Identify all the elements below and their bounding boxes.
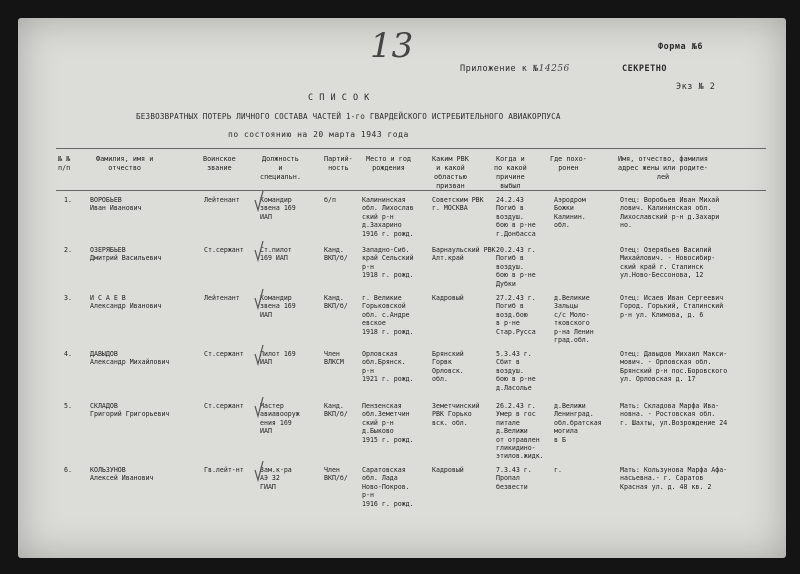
row-4-position: Пилот 169 ИАП	[260, 350, 296, 367]
row-5-number: 5.	[64, 402, 72, 410]
row-4-rank: Ст.сержант	[204, 350, 244, 358]
row-3-party: Канд. ВКП/б/	[324, 294, 348, 311]
col-rank: Воинское звание	[203, 155, 236, 172]
row-5-name: СКЛАДОВ Григорий Григорьевич	[90, 402, 170, 419]
row-5-relative: Мать: Складова Марфа Ива- новна. - Ростовская обл. г. Шахты, ул.Возрождение 24	[620, 402, 728, 427]
row-6-relative: Мать: Кользунова Марфа Афа- насьевна.- г. Саратов Красная ул. д. 48 кв. 2	[620, 466, 728, 491]
row-4-when: 5.3.43 г. Сбит в воздуш. бою в р-не д.Ласолье	[496, 350, 536, 392]
row-1-when: 24.2.43 Погиб в воздуш. бою в р-не г.Донбасса	[496, 196, 536, 238]
form-number: Форма №6	[658, 42, 703, 52]
check-mark-icon	[254, 396, 264, 418]
row-1-relative: Отец: Воробьев Иван Михай лович. Калининская обл. Лихославский р-н д.Захари но.	[620, 196, 720, 230]
row-3-rvk: Кадровый	[432, 294, 464, 302]
row-2-relative: Отец: Озерябьев Василий Михайлович. - Новосибир- ский край г. Сталинск ул.Ново-Бессонова, 12	[620, 246, 716, 280]
row-5-when: 26.2.43 г. Умер в гос питале д.Велижи от отравлен гликидино- этилов.жидк.	[496, 402, 544, 461]
col-number: № № п/п	[58, 155, 71, 172]
row-4-name: ДАВЫДОВ Александр Михайлович	[90, 350, 170, 367]
check-mark-icon	[254, 344, 264, 366]
col-party: Партий- ность	[324, 155, 353, 172]
row-2-number: 2.	[64, 246, 72, 254]
row-3-burial: д.Великие Зальцы с/с Моло- тковского р-на Ленин град.обл.	[554, 294, 594, 345]
row-3-number: 3.	[64, 294, 72, 302]
row-6-rank: Гв.лейт-нт	[204, 466, 244, 474]
row-6-rvk: Кадровый	[432, 466, 464, 474]
row-2-name: ОЗЕРЯБЬЕВ Дмитрий Васильевич	[90, 246, 162, 263]
row-6-party: Член ВКП/б/	[324, 466, 348, 483]
check-mark-icon	[254, 288, 264, 310]
row-1-birth: Калининская обл. Лихослав ский р-н д.Захарино 1916 г. рожд.	[362, 196, 414, 238]
col-rvk: Каким РВК и какой областью призван	[432, 155, 469, 190]
row-6-burial: г.	[554, 466, 562, 474]
handwritten-page-number: 13	[370, 26, 414, 66]
row-3-position: Командир звена 169 ИАП	[260, 294, 296, 319]
row-5-position: Мастер авиавооруж ения 169 ИАП	[260, 402, 300, 436]
row-4-relative: Отец: Давыдов Михаил Макси- мович. - Орловская обл. Брянский р-н пос.Боровского ул. Орловская д. 17	[620, 350, 728, 384]
check-mark-icon	[254, 460, 264, 482]
row-4-rvk: Брянский Горвк Орловск. обл.	[432, 350, 464, 384]
row-2-when: 20.2.43 г. Погиб в воздуш. бою в р-не Дубки	[496, 246, 536, 288]
col-position: Должность и специальн.	[260, 155, 301, 181]
row-2-party: Канд. ВКП/б/	[324, 246, 348, 263]
header-top-rule	[56, 148, 766, 149]
row-2-rvk: Барнаульский РВК Алт.край	[432, 246, 496, 263]
row-2-birth: Западно-Сиб. край Сельский р-н 1918 г. рожд.	[362, 246, 414, 280]
doc-date: по состоянию на 20 марта 1943 года	[228, 130, 409, 139]
row-3-name: И С А Е В Александр Иванович	[90, 294, 162, 311]
row-4-number: 4.	[64, 350, 72, 358]
row-3-birth: г. Великие Горьковской обл. с.Андре евское 1918 г. рожд.	[362, 294, 414, 336]
copy-number: Экз № 2	[676, 82, 716, 92]
row-1-burial: Аэродром Божки Калинин. обл.	[554, 196, 586, 230]
row-3-when: 27.2.43 г. Погиб в возд.бою в р-не Стар.Русса	[496, 294, 536, 336]
secret-stamp: СЕКРЕТНО	[622, 64, 667, 74]
attachment-label: Приложение к №14256	[460, 64, 570, 74]
doc-subtitle: БЕЗВОЗВРАТНЫХ ПОТЕРЬ ЛИЧНОГО СОСТАВА ЧАСТЕЙ 1-го ГВАРДЕЙСКОГО ИСТРЕБИТЕЛЬНОГО АВИАКОРПУСА	[136, 112, 561, 121]
check-mark-icon	[254, 240, 264, 262]
row-5-party: Канд. ВКП/б/	[324, 402, 348, 419]
col-birth: Место и год рождения	[366, 155, 412, 172]
col-relative: Имя, отчество, фамилия адрес жены или родите- лей	[618, 155, 709, 181]
header-bottom-rule	[56, 190, 766, 191]
row-6-when: 7.3.43 г. Пропал безвести	[496, 466, 532, 491]
row-1-number: 1.	[64, 196, 72, 204]
row-5-burial: д.Велижи Ленинград. обл.братская могила в Б	[554, 402, 602, 444]
row-4-party: Член ВЛКСМ	[324, 350, 344, 367]
row-6-name: КОЛЬЗУНОВ Алексей Иванович	[90, 466, 154, 483]
doc-title: С П И С О К	[308, 93, 370, 103]
row-2-rank: Ст.сержант	[204, 246, 244, 254]
row-3-rank: Лейтенант	[204, 294, 240, 302]
col-when: Когда и по какой причине выбыл	[494, 155, 527, 190]
row-3-relative: Отец: Исаев Иван Сергеевич Город. Горький, Сталинский р-н ул. Климова, д. 6	[620, 294, 724, 319]
row-1-name: ВОРОБЬЕВ Иван Иванович	[90, 196, 142, 213]
row-5-rank: Ст.сержант	[204, 402, 244, 410]
row-1-party: б/п	[324, 196, 336, 204]
row-1-rank: Лейтенант	[204, 196, 240, 204]
row-5-rvk: Земетчинский РВК Горько вск. обл.	[432, 402, 480, 427]
row-4-birth: Орловская обл.Брянск. р-н 1921 г. рожд.	[362, 350, 414, 384]
row-6-position: Зам.к-ра АЭ 32 ГИАП	[260, 466, 292, 491]
col-burial: Где похо- ронен	[550, 155, 587, 172]
col-name: Фамилия, имя и отчество	[96, 155, 154, 172]
row-1-rvk: Советским РВК г. МОСКВА	[432, 196, 484, 213]
row-6-number: 6.	[64, 466, 72, 474]
row-5-birth: Пензенская обл.Земетчин ский р-н д.Быково 1915 г. рожд.	[362, 402, 414, 444]
row-1-position: Командир звена 169 ИАП	[260, 196, 296, 221]
check-mark-icon	[254, 190, 264, 212]
document-sheet	[18, 18, 786, 558]
row-2-position: Ст.пилот 169 ИАП	[260, 246, 292, 263]
row-6-birth: Саратовская обл. Лада Ново-Покров. р-н 1916 г. рожд.	[362, 466, 414, 508]
